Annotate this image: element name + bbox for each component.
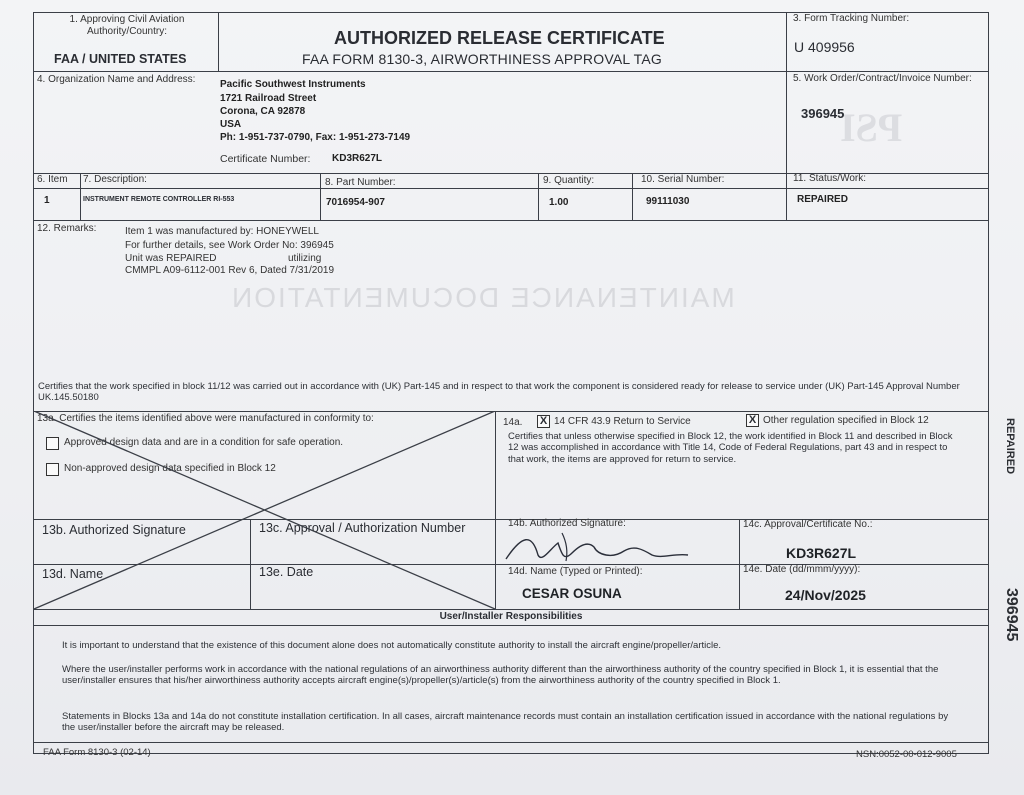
certificate-form xyxy=(33,12,989,754)
org-city: Corona, CA 92878 xyxy=(220,106,306,117)
remarks-line-4: CMMPL A09-6112-001 Rev 6, Dated 7/31/2019 xyxy=(125,265,335,276)
cert-number-value: KD3R627L xyxy=(332,153,383,164)
work-order-number: 396945 xyxy=(801,106,845,121)
block14a-cfr-label: 14 CFR 43.9 Return to Service xyxy=(554,416,691,427)
cert-number-label: Certificate Number: xyxy=(220,153,311,165)
block14d-label: 14d. Name (Typed or Printed): xyxy=(508,566,643,577)
block13c-label: 13c. Approval / Authorization Number xyxy=(259,521,466,535)
remarks-line-1: Item 1 was manufactured by: HONEYWELL xyxy=(125,226,319,237)
remarks-line-2: For further details, see Work Order No: 396945 xyxy=(125,240,334,251)
responsibilities-p2: Where the user/installer performs work in accordance with the national regulations of an airworthiness authority different than the airworthiness authority of the country specified in Block 1, it is essential that the user/installer ensures that his/her airworthiness authority accepts aircraft engine(s)/propeller(s)/article(s) from the airworthiness authority of the country specified in Block 1. xyxy=(62,664,939,687)
status-work: REPAIRED xyxy=(797,194,848,205)
side-work-order-number: 396945 xyxy=(1003,588,1020,642)
serial-number: 99111030 xyxy=(646,196,690,207)
block13-void-cross xyxy=(34,411,496,609)
quantity: 1.00 xyxy=(549,197,569,208)
block14a-label: 14a. xyxy=(503,417,523,428)
block14d-value: CESAR OSUNA xyxy=(522,586,622,601)
block13e-label: 13e. Date xyxy=(259,565,314,579)
status-col-label: 11. Status/Work: xyxy=(793,173,866,184)
block13d-label: 13d. Name xyxy=(42,567,104,581)
responsibilities-p3: Statements in Blocks 13a and 14a do not constitute installation certification. In all cases, aircraft maintenance records must contain an installation certification issued in accordance with the national regulations by the user/installer before the aircraft may be released. xyxy=(62,711,949,734)
block14e-value: 24/Nov/2025 xyxy=(785,587,866,603)
block13a-nonapproved-label: Non-approved design data specified in Block 12 xyxy=(64,463,276,474)
org-street: 1721 Railroad Street xyxy=(220,93,317,104)
block14c-value: KD3R627L xyxy=(786,545,857,561)
block13b-label: 13b. Authorized Signature xyxy=(42,523,186,537)
remarks-line-3b: utilizing xyxy=(288,253,322,264)
block14c-label: 14c. Approval/Certificate No.: xyxy=(743,519,873,530)
item-description: INSTRUMENT REMOTE CONTROLLER RI-553 xyxy=(83,196,235,203)
nsn-number: NSN:0052-00-012-9005 xyxy=(856,749,957,760)
remarks-line-3a: Unit was REPAIRED xyxy=(125,253,217,264)
block14a-other-checkbox[interactable]: X xyxy=(746,414,759,427)
serial-col-label: 10. Serial Number: xyxy=(641,174,725,185)
form-subtitle: FAA FORM 8130-3, AIRWORTHINESS APPROVAL TAG xyxy=(302,51,663,67)
block1-value: FAA / UNITED STATES xyxy=(54,52,187,66)
block1-label: 1. Approving Civil Aviation Authority/Country: xyxy=(69,14,185,37)
org-name: Pacific Southwest Instruments xyxy=(220,79,366,90)
qty-col-label: 9. Quantity: xyxy=(543,175,595,186)
block3-label: 3. Form Tracking Number: xyxy=(793,13,910,24)
block14e-label: 14e. Date (dd/mmm/yyyy): xyxy=(743,564,861,575)
watermark-logo: PSI xyxy=(840,105,903,150)
responsibilities-heading: User/Installer Responsibilities xyxy=(439,611,583,622)
item-col-label: 6. Item xyxy=(37,174,68,185)
org-phone: Ph: 1-951-737-0790, Fax: 1-951-273-7149 xyxy=(220,132,411,143)
desc-col-label: 7. Description: xyxy=(83,174,147,185)
block4-label: 4. Organization Name and Address: xyxy=(37,74,196,85)
block14a-cfr-checkbox[interactable]: X xyxy=(537,415,550,428)
form-title: AUTHORIZED RELEASE CERTIFICATE xyxy=(334,28,665,48)
remarks-label: 12. Remarks: xyxy=(37,223,97,234)
block13a-approved-label: Approved design data and are in a condition for safe operation. xyxy=(64,437,344,448)
part-number: 7016954-907 xyxy=(326,197,385,208)
form-id: FAA Form 8130-3 (02-14) xyxy=(43,747,151,758)
watermark-text: MAINTENANCE DOCUMENTATION xyxy=(230,282,735,313)
signature-image xyxy=(502,525,702,565)
org-country: USA xyxy=(220,119,242,130)
item-number: 1 xyxy=(44,195,50,206)
side-status-label: REPAIRED xyxy=(1004,418,1016,475)
block13a-label: 13a. Certifies the items identified above were manufactured in conformity to: xyxy=(37,413,374,424)
block14b-label: 14b. Authorized Signature: xyxy=(508,518,626,529)
responsibilities-p1: It is important to understand that the existence of this document alone does not automatically constitute authority to install the aircraft engine/propeller/article. xyxy=(62,640,722,651)
part145-statement: Certifies that the work specified in block 11/12 was carried out in accordance with (UK) Part-145 and in respect to that work the component is considered ready for release to service under (UK) Part-145 Approval Number UK.145.50180 xyxy=(38,381,960,404)
block14a-other-label: Other regulation specified in Block 12 xyxy=(763,415,929,426)
tracking-number: U 409956 xyxy=(794,39,855,55)
block14a-statement: Certifies that unless otherwise specified in Block 12, the work identified in Block 11 and described in Block 12 was accomplished in accordance with Title 14, Code of Federal Regulations, part 43 and in respect to that work, the items are approved for return to service. xyxy=(508,431,953,465)
block5-label: 5. Work Order/Contract/Invoice Number: xyxy=(793,73,972,84)
part-col-label: 8. Part Number: xyxy=(325,177,396,188)
